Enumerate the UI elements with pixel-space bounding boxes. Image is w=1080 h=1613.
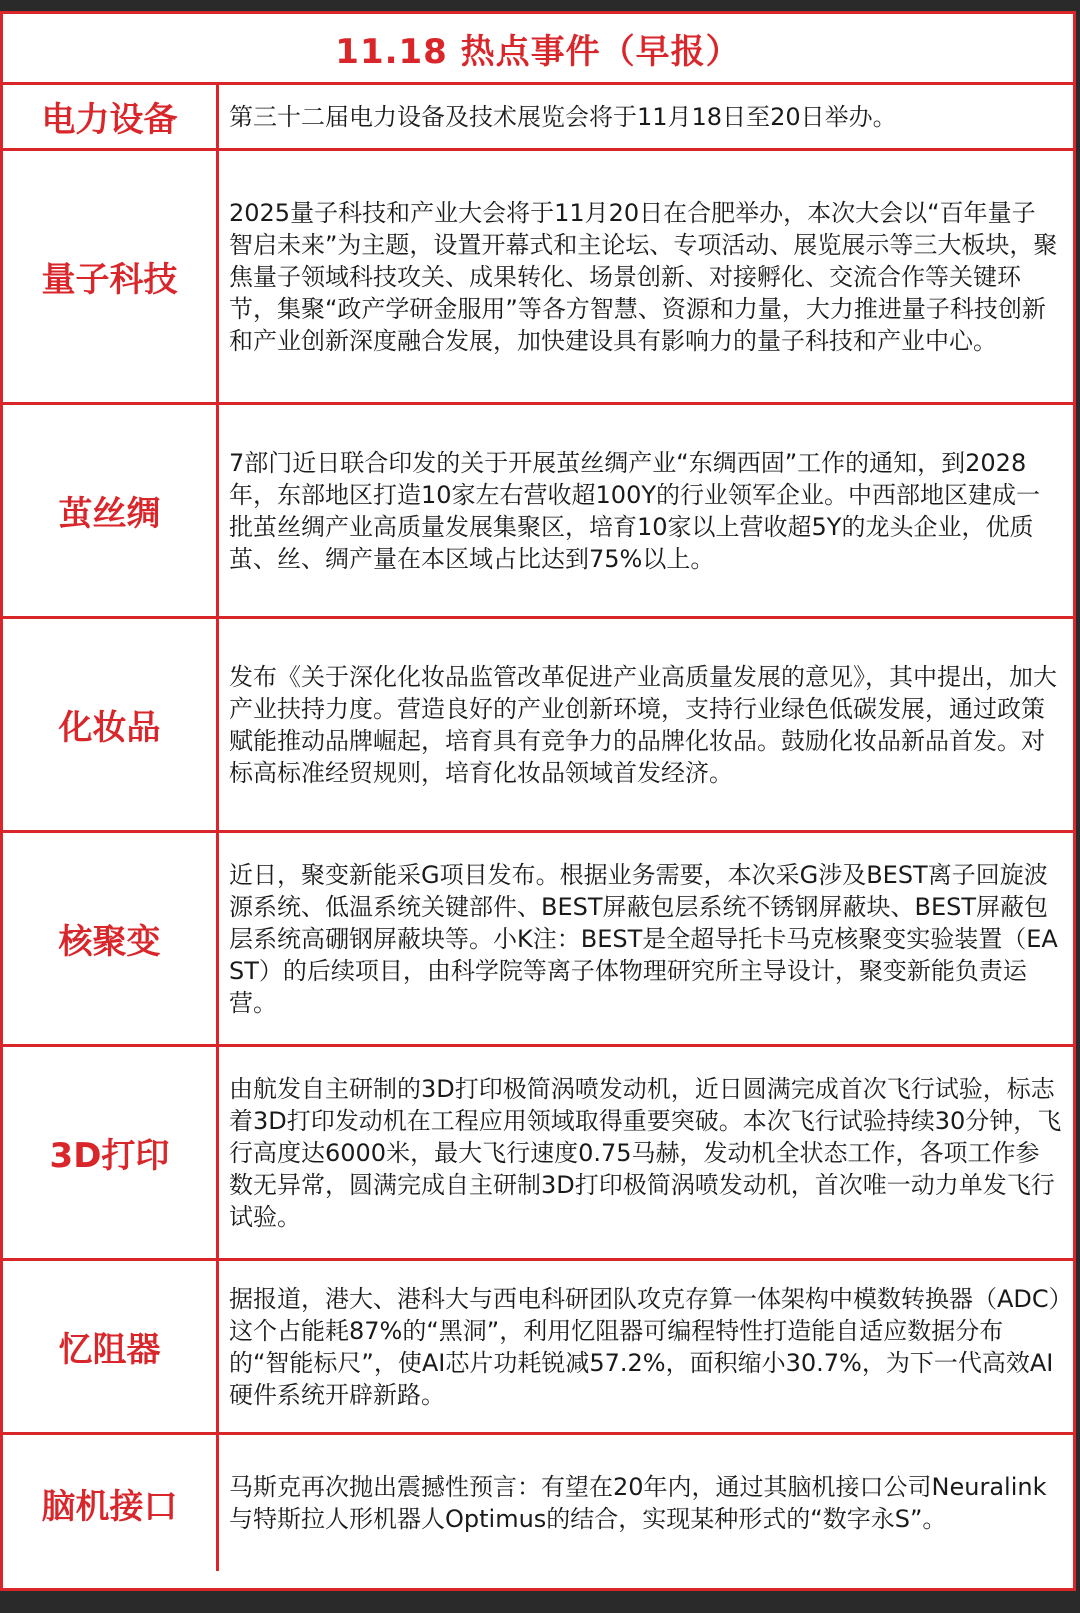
event-description: 第三十二届电力设备及技术展览会将于11月18日至20日举办。 [229, 102, 897, 131]
table-row [3, 833, 1073, 1047]
table-row [3, 1261, 1073, 1435]
sector-label-cell [3, 405, 219, 616]
sector-label-cell [3, 1435, 219, 1571]
event-description: 2025量子科技和产业大会将于11月20日在合肥举办，本次大会以“百年量子 智启未来”为主题，设置开幕式和主论坛、专项活动、展览展示等三大板块，聚焦量子领域科技攻关、成果转化、场景创新、对接孵化、交流合作等关键环节，集聚“政产学研金服用”等各方智慧、资源和力量，大力推进量子科技创新和产业创新深度融合发展，加快建设具有影响力的量子科技和产业中心。 [229, 198, 1058, 355]
table-row [3, 1047, 1073, 1261]
table-row [3, 85, 1073, 151]
sector-label: 茧丝绸 [58, 494, 161, 534]
event-description: 7部门近日联合印发的关于开展茧丝绸产业“东绸西固”工作的通知，到2028年，东部地区打造10家左右营收超100Y的行业领军企业。中西部地区建成一批茧丝绸产业高质量发展集聚区，培育10家以上营收超5Y的龙头企业，优质茧、丝、绸产量在本区域占比达到75%以上。 [229, 448, 1041, 573]
event-description: 近日，聚变新能采G项目发布。根据业务需要，本次采G涉及BEST离子回旋波源系统、低温系统关键部件、BEST屏蔽包层系统不锈钢屏蔽块、BEST屏蔽包层系统高硼钢屏蔽块等。小K注：BEST是全超导托卡马克核聚变实验装置（EAST）的后续项目，由科学院等离子体物理研究所主导设计，聚变新能负责运营。 [229, 860, 1058, 1017]
event-description: 马斯克再次抛出震撼性预言：有望在20年内，通过其脑机接口公司Neuralink与特斯拉人形机器人Optimus的结合，实现某种形式的“数字永S”。 [229, 1473, 1047, 1533]
bottom-border-strip [0, 1591, 1080, 1613]
sector-label: 电力设备 [41, 100, 178, 140]
event-content-cell [219, 151, 1073, 402]
sector-label-cell [3, 85, 219, 148]
event-content-cell [219, 1261, 1073, 1432]
table-row [3, 619, 1073, 833]
sector-label: 量子科技 [41, 260, 178, 300]
sector-label: 忆阻器 [58, 1330, 161, 1370]
event-content-cell [219, 85, 1073, 148]
sector-label-cell [3, 1261, 219, 1432]
table-row [3, 405, 1073, 619]
sector-label-cell [3, 151, 219, 402]
sector-label: 脑机接口 [41, 1486, 178, 1527]
page-title: 11.18 热点事件（早报） [335, 31, 741, 72]
event-description: 由航发自主研制的3D打印极简涡喷发动机，近日圆满完成首次飞行试验，标志着3D打印发动机在工程应用领域取得重要突破。本次飞行试验持续30分钟，飞行高度达6000米，最大飞行速度0.75马赫，发动机全状态工作，各项工作参数无异常，圆满完成自主研制3D打印极简涡喷发动机，首次唯一动力单发飞行试验。 [229, 1074, 1062, 1231]
table-row [3, 1435, 1073, 1571]
sector-label-cell [3, 833, 219, 1044]
table-header [3, 14, 1073, 85]
sector-label-cell [3, 1047, 219, 1258]
event-content-cell [219, 833, 1073, 1044]
table-row [3, 151, 1073, 405]
sector-label-cell [3, 619, 219, 830]
sector-label: 化妆品 [58, 708, 161, 748]
event-content-cell [219, 405, 1073, 616]
event-description: 发布《关于深化化妆品监管改革促进产业高质量发展的意见》，其中提出，加大产业扶持力度。营造良好的产业创新环境，支持行业绿色低碳发展，通过政策赋能推动品牌崛起，培育具有竞争力的品牌化妆品。鼓励化妆品新品首发。对标高标准经贸规则，培育化妆品领域首发经济。 [229, 662, 1057, 787]
news-table [0, 11, 1076, 1591]
sector-label: 3D打印 [49, 1136, 170, 1176]
event-content-cell [219, 1047, 1073, 1258]
event-content-cell [219, 1435, 1073, 1571]
event-description: 据报道，港大、港科大与西电科研团队攻克存算一体架构中模数转换器（ADC）这个占能耗87%的“黑洞”，利用忆阻器可编程特性打造能自适应数据分布的“智能标尺”，使AI芯片功耗锐减57.2%，面积缩小30.7%，为下一代高效AI硬件系统开辟新路。 [229, 1284, 1061, 1409]
event-content-cell [219, 619, 1073, 830]
sector-label: 核聚变 [58, 922, 161, 962]
